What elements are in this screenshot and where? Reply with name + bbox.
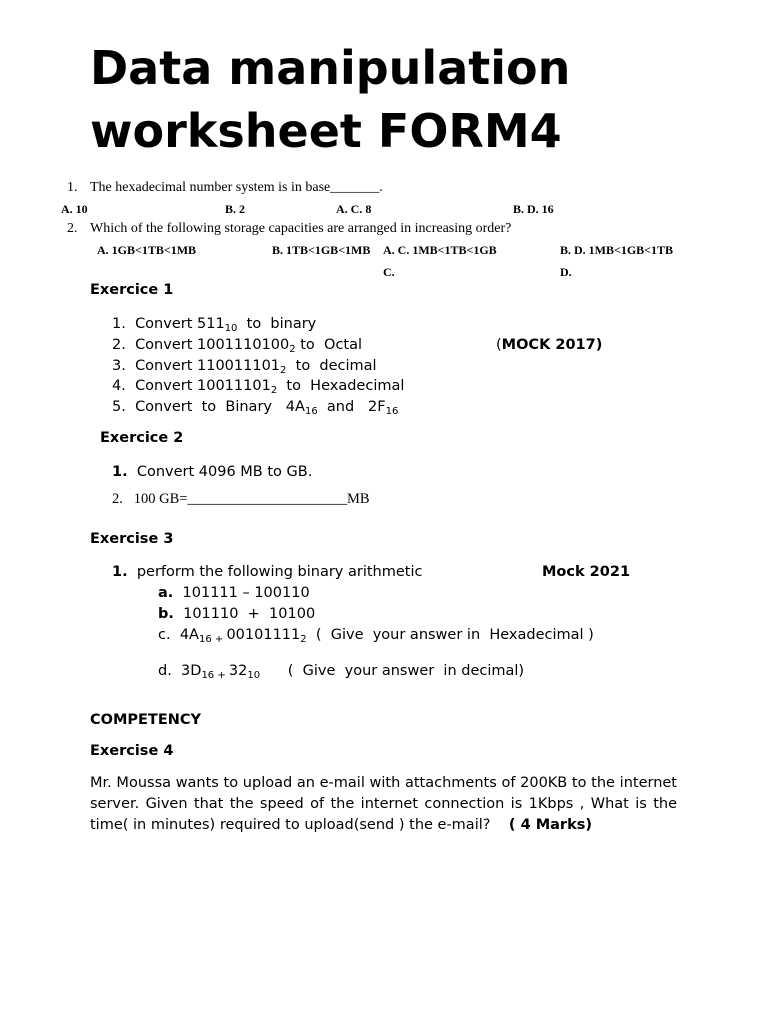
exercise-3-item-1: 1. perform the following binary arithmetic bbox=[112, 564, 423, 580]
exercise-1-item-5: 5. Convert to Binary $4A_{16}$ and $2F_{16}$ bbox=[112, 399, 399, 417]
exercise-3-sub-d: d. $3D_{16}$ $_+$ $32_{10}$ ( Give your answer in decimal) bbox=[158, 663, 525, 681]
title-line-1: Data manipulation bbox=[90, 41, 571, 95]
mcq-1-option-c: A. C. 8 bbox=[336, 202, 372, 216]
exercise-3-sub-a: a. 101111 – 100110 bbox=[158, 585, 310, 601]
exercise-3-sub-c: c. $4A_{16}$ $_+$ $00101111_2$ ( Give your answer in Hexadecimal ) bbox=[158, 627, 594, 645]
exercise-4-paragraph: Mr. Moussa wants to upload an e-mail with attachments of 200KB to the internet server. Given that the speed of the internet connection is 1Kbps , What is the time( in minutes) required to upload(send ) the e-mail? ( 4 Marks) bbox=[90, 775, 677, 833]
exercise-1-item-3: 3. Convert $110011101_2$ to decimal bbox=[112, 358, 377, 376]
exercise-1-item-1: 1. Convert $511_{10}$ to binary bbox=[112, 316, 317, 334]
mock-2021-label: Mock 2021 bbox=[542, 564, 631, 580]
exercise-3-sub-b: b. 101110 + 10100 bbox=[158, 606, 316, 622]
mcq-2-option-a: A. 1GB<1TB<1MB bbox=[97, 243, 197, 257]
title-line-2: worksheet FORM4 bbox=[90, 104, 562, 158]
exercise-2-item-1: 1. Convert 4096 MB to GB. bbox=[112, 464, 313, 480]
exercise-1-item-2: 2. Convert $1001110100_2$ to Octal bbox=[112, 337, 363, 355]
mcq-1-option-d: B. D. 16 bbox=[513, 202, 554, 216]
mcq-2-number: 2. bbox=[67, 221, 78, 236]
mock-2017-label: (MOCK 2017) bbox=[496, 337, 603, 353]
exercise-4-heading: Exercise 4 bbox=[90, 743, 174, 759]
exercise-2-heading: Exercice 2 bbox=[100, 430, 184, 446]
exercise-3-heading: Exercise 3 bbox=[90, 531, 174, 547]
mcq-2-option-d-extra: D. bbox=[560, 265, 572, 279]
mcq-1-option-a: A. 10 bbox=[61, 202, 88, 216]
exercise-4-marks: ( 4 Marks) bbox=[508, 817, 592, 833]
exercise-1-heading: Exercice 1 bbox=[90, 282, 174, 298]
mcq-1-question: The hexadecimal number system is in base_______. bbox=[90, 180, 383, 195]
mcq-2-option-b: B. 1TB<1GB<1MB bbox=[272, 243, 371, 257]
mcq-1-number: 1. bbox=[67, 180, 78, 195]
competency-heading: COMPETENCY bbox=[90, 712, 202, 728]
mcq-1-option-b: B. 2 bbox=[225, 202, 246, 216]
mcq-2-option-c: A. C. 1MB<1TB<1GB bbox=[383, 243, 497, 257]
mcq-2-option-d: B. D. 1MB<1GB<1TB bbox=[560, 243, 674, 257]
mcq-2-question: Which of the following storage capacities are arranged in increasing order? bbox=[90, 221, 512, 236]
exercise-2-item-2: 2. 100 GB=______________________MB bbox=[112, 491, 370, 507]
exercise-1-item-4: 4. Convert $10011101_2$ to Hexadecimal bbox=[112, 378, 405, 396]
mcq-2-option-c-extra: C. bbox=[383, 265, 395, 279]
